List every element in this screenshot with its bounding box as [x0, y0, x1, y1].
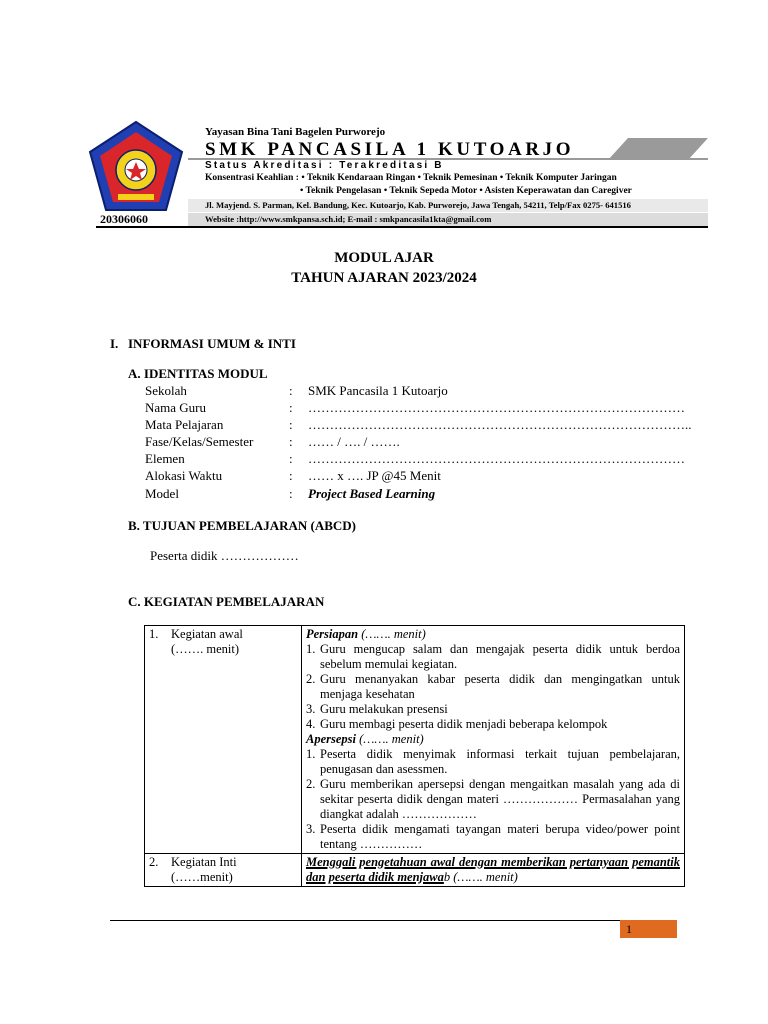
list-item: 1. Guru mengucap salam dan mengajak peserta didik untuk berdoa sebelum memulai kegiatan. [306, 642, 680, 671]
activity-name: Kegiatan awal [171, 627, 243, 641]
activity-description-tail: b [443, 870, 451, 884]
label-fase-kelas-semester: Fase/Kelas/Semester [145, 434, 254, 449]
phase-time: (……. menit) [359, 732, 424, 746]
footer-divider [110, 920, 620, 921]
label-sekolah: Sekolah [145, 383, 187, 398]
label-nama-guru: Nama Guru [145, 400, 207, 415]
colon: : [289, 451, 293, 466]
activity-label [149, 855, 297, 885]
activity-description: Menggali pengetahuan awal dengan memberikan pertanyaan pemantik dan peserta didik menjawa [306, 855, 680, 884]
activity-detail-cell [302, 854, 685, 887]
activity-time: (……. menit) [171, 642, 240, 656]
colon: : [289, 486, 293, 501]
value-nama-guru: …………………………………………………………………………… [308, 400, 685, 415]
value-fase-kelas-semester: …… / …. / ……. [308, 434, 400, 449]
phase-heading [306, 732, 680, 747]
activity-number: 2. [149, 855, 159, 869]
section-i-number: I. [110, 336, 119, 351]
learning-activities-table [144, 625, 685, 887]
activity-name-cell [145, 626, 302, 854]
value-elemen: …………………………………………………………………………… [308, 451, 685, 466]
value-alokasi-waktu: …… x …. JP @45 Menit [308, 468, 441, 483]
colon: : [289, 434, 293, 449]
list-item: 3. Guru melakukan presensi [306, 702, 448, 716]
activity-name-cell [145, 854, 302, 887]
list-item: 4. Guru membagi peserta didik menjadi beberapa kelompok [306, 717, 608, 731]
expertise-line-2: • Teknik Pengelasan • Teknik Sepeda Motor • Asisten Keperawatan dan Caregiver [300, 186, 632, 196]
phase-title: Apersepsi [306, 732, 356, 746]
school-address: Jl. Mayjend. S. Parman, Kel. Bandung, Kec. Kutoarjo, Kab. Purworejo, Jawa Tengah, 54211, Telp/Fax 0275- 641516 [205, 200, 631, 210]
list-item: 3. Peserta didik mengamati tayangan materi berupa video/power point tentang …………… [306, 822, 680, 851]
activity-description-time: (……. menit) [453, 870, 518, 884]
table-row [145, 854, 685, 887]
section-b-text: Peserta didik ……………… [150, 548, 299, 563]
foundation-name: Yayasan Bina Tani Bagelen Purworejo [205, 126, 386, 138]
colon: : [289, 468, 293, 483]
school-name: SMK PANCASILA 1 KUTOARJO [205, 139, 575, 160]
label-alokasi-waktu: Alokasi Waktu [145, 468, 223, 483]
value-model: Project Based Learning [308, 486, 436, 501]
phase-time: (……. menit) [361, 627, 426, 641]
academic-year: TAHUN AJARAN 2023/2024 [291, 270, 477, 286]
colon: : [289, 417, 293, 432]
list-item: 2. Guru memberikan apersepsi dengan mengaitkan masalah yang ada di sekitar peserta didik dengan materi ……………… Permasalahan yang diangkat adalah ……………… [306, 777, 680, 821]
label-elemen: Elemen [145, 451, 185, 466]
section-a-heading: A. IDENTITAS MODUL [128, 366, 268, 381]
activity-time: (……menit) [171, 870, 233, 884]
activity-detail-cell [302, 626, 685, 854]
section-i-heading: INFORMASI UMUM & INTI [128, 336, 296, 351]
colon: : [289, 400, 293, 415]
phase-heading [306, 627, 680, 642]
page-number: 1 [626, 922, 632, 936]
school-logo [88, 120, 184, 212]
activity-name: Kegiatan Inti [171, 855, 237, 869]
value-mata-pelajaran: …………………………………………………………………………….. [308, 417, 692, 432]
school-website: Website :http://www.smkpansa.sch.id; E-mail : smkpancasila1kta@gmail.com [205, 214, 492, 224]
header-divider [96, 226, 708, 228]
document-title: MODUL AJAR [334, 250, 434, 266]
colon: : [289, 383, 293, 398]
list-item: 2. Guru menanyakan kabar peserta didik dan mengingatkan untuk menjaga kesehatan [306, 672, 680, 701]
section-b-heading: B. TUJUAN PEMBELAJARAN (ABCD) [128, 518, 356, 533]
label-mata-pelajaran: Mata Pelajaran [145, 417, 224, 432]
label-model: Model [145, 486, 179, 501]
phase-title: Persiapan [306, 627, 359, 641]
npsn-number: 20306060 [100, 212, 148, 226]
expertise-line-1: Konsentrasi Keahlian : • Teknik Kendaraan Ringan • Teknik Pemesinan • Teknik Komputer Jaringan [205, 173, 617, 183]
section-c-heading: C. KEGIATAN PEMBELAJARAN [128, 594, 325, 609]
activity-number: 1. [149, 627, 159, 641]
accreditation-status: Status Akreditasi : Terakreditasi B [205, 160, 444, 171]
activity-label [149, 627, 297, 657]
table-row [145, 626, 685, 854]
list-item: 1. Peserta didik menyimak informasi terkait tujuan pembelajaran, penugasan dan asessmen. [306, 747, 680, 776]
value-sekolah: SMK Pancasila 1 Kutoarjo [308, 383, 448, 398]
